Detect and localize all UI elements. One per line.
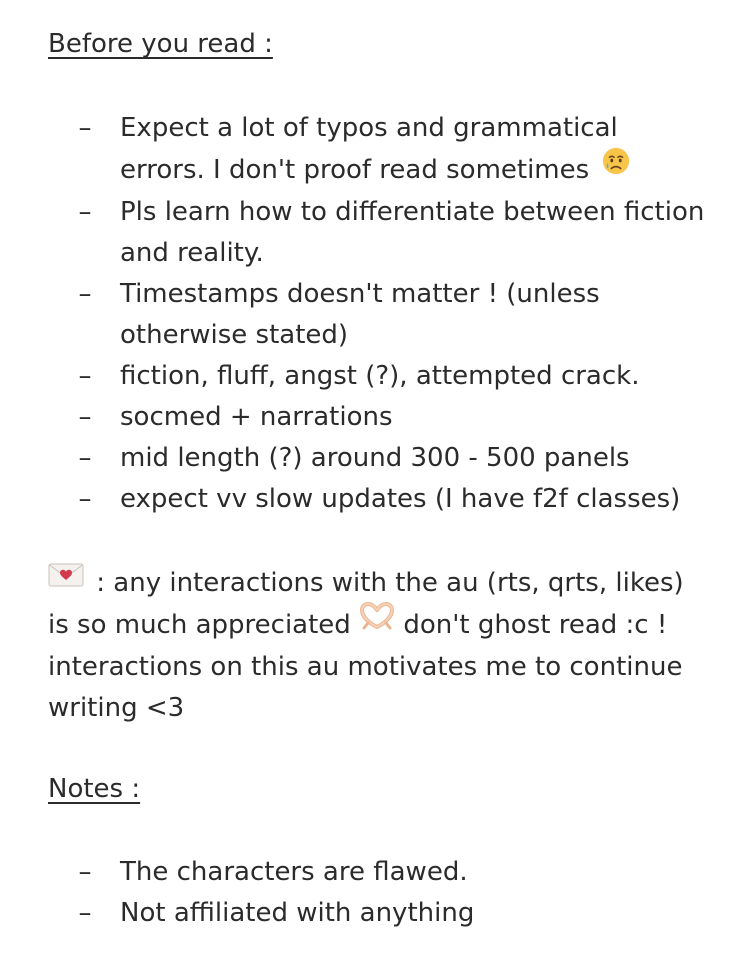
list-item xyxy=(0,438,750,479)
list-item-line: errors. I don't proof read sometimes xyxy=(120,155,590,185)
dash-bullet: – xyxy=(78,113,92,143)
crying-face-icon xyxy=(597,146,631,189)
dash-bullet: – xyxy=(78,279,92,309)
list-item-line: mid length (?) around 300 - 500 panels xyxy=(120,443,630,473)
list-item-line: Pls learn how to differentiate between fiction xyxy=(120,197,705,227)
paragraph-line xyxy=(48,563,728,604)
list-item xyxy=(0,852,750,893)
list-item-line: and reality. xyxy=(120,238,264,268)
list-item xyxy=(0,108,750,192)
paragraph-text: is so much appreciated xyxy=(48,610,351,640)
paragraph-text: don't ghost read :c ! xyxy=(403,610,668,640)
list-item-line: expect vv slow updates (I have f2f classes) xyxy=(120,484,681,514)
list-item-line: Not affiliated with anything xyxy=(120,898,475,928)
dash-bullet: – xyxy=(78,197,92,227)
list-item-line: The characters are flawed. xyxy=(120,857,468,887)
list-item xyxy=(0,274,750,356)
dash-bullet: – xyxy=(78,898,92,928)
paragraph-text: : any interactions with the au (rts, qrts, likes) xyxy=(96,568,684,598)
list-item xyxy=(0,356,750,397)
list-item-line: fiction, fluff, angst (?), attempted crack. xyxy=(120,361,640,391)
before-you-read-heading: Before you read : xyxy=(48,29,273,59)
list-item-line: Timestamps doesn't matter ! (unless xyxy=(120,279,600,309)
paragraph-line: interactions on this au motivates me to continue xyxy=(48,652,683,682)
heart-hands-icon xyxy=(359,601,395,644)
dash-bullet: – xyxy=(78,402,92,432)
envelope-heart-icon xyxy=(48,560,88,601)
notes-list xyxy=(0,852,750,934)
list-item-line: socmed + narrations xyxy=(120,402,393,432)
dash-bullet: – xyxy=(78,443,92,473)
paragraph-line: writing <3 xyxy=(48,693,185,723)
list-item xyxy=(0,893,750,934)
notes-heading: Notes : xyxy=(48,774,141,804)
dash-bullet: – xyxy=(78,361,92,391)
list-item xyxy=(0,397,750,438)
dash-bullet: – xyxy=(78,484,92,514)
list-item-line: Expect a lot of typos and grammatical xyxy=(120,113,618,143)
list-item xyxy=(0,192,750,274)
list-item xyxy=(0,479,750,520)
interactions-paragraph xyxy=(48,563,728,729)
before-you-read-list xyxy=(0,108,750,520)
paragraph-line xyxy=(48,604,728,647)
list-item-line: otherwise stated) xyxy=(120,320,349,350)
dash-bullet: – xyxy=(78,857,92,887)
